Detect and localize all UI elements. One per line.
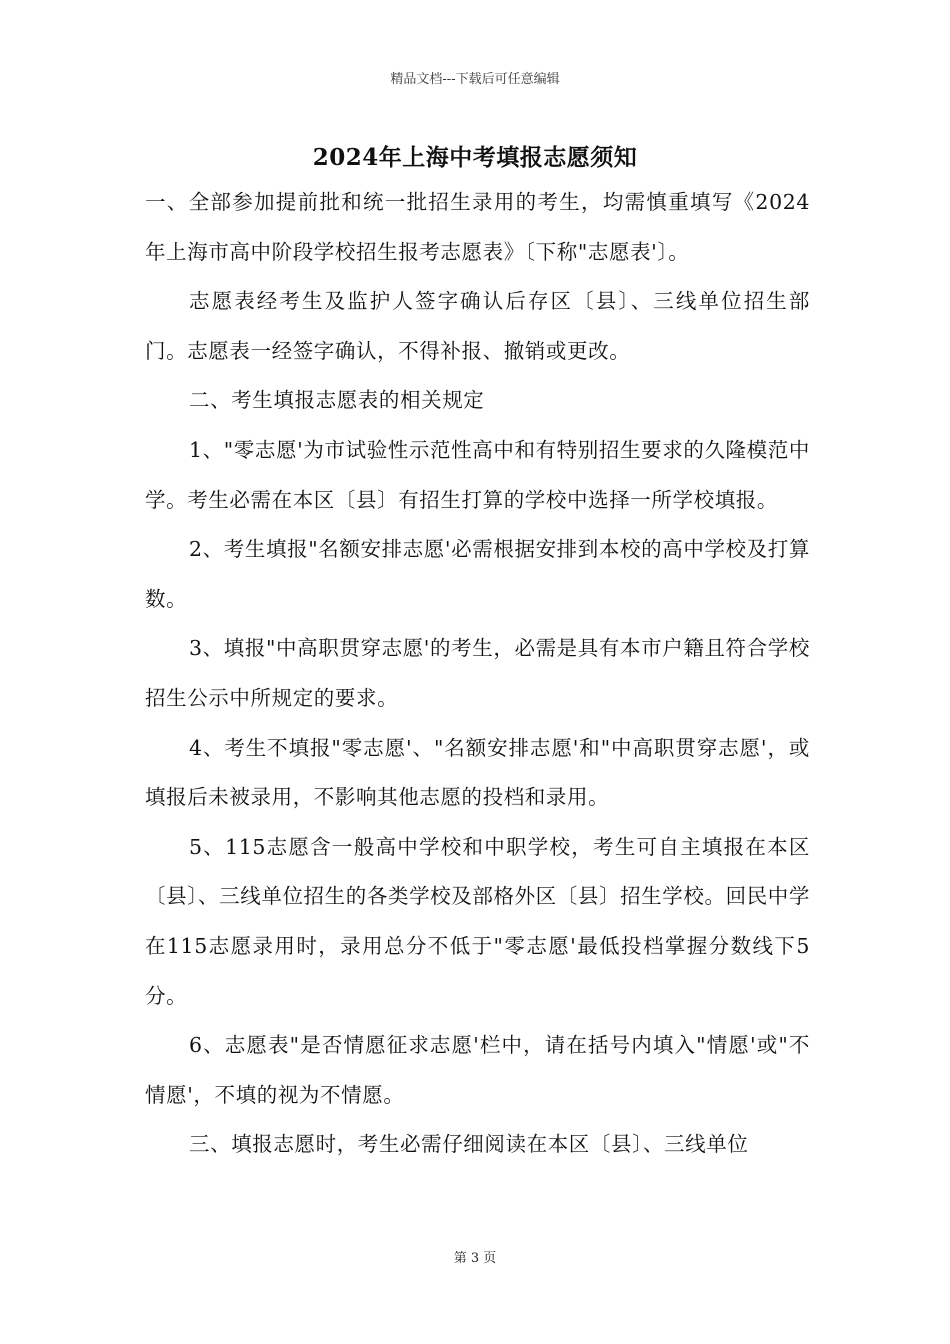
page-number: 第 3 页 — [453, 1251, 497, 1266]
document-body — [145, 178, 810, 1170]
paragraph: 3、填报"中高职贯穿志愿'的考生，必需是具有本市户籍且符合学校招生公示中所规定的要求。 — [145, 636, 810, 710]
document-title: 2024年上海中考填报志愿须知 — [312, 144, 638, 171]
paragraph: 5、115志愿含一般高中学校和中职学校，考生可自主填报在本区〔县〕、三线单位招生的各类学校及部格外区〔县〕招生学校。回民中学在115志愿录用时，录用总分不低于"零志愿'最低投档掌握分数线下5分。 — [145, 834, 810, 1008]
paragraph: 一、全部参加提前批和统一批招生录用的考生，均需慎重填写《2024年上海市高中阶段学校招生报考志愿表》〔下称"志愿表'〕。 — [145, 190, 810, 264]
header-note: 精品文档---下载后可任意编辑 — [390, 72, 560, 87]
paragraph: 4、考生不填报"零志愿'、"名额安排志愿'和"中高职贯穿志愿'，或填报后未被录用，不影响其他志愿的投档和录用。 — [145, 735, 810, 810]
paragraph: 6、志愿表"是否情愿征求志愿'栏中，请在括号内填入"情愿'或"不情愿'，不填的视为不情愿。 — [145, 1033, 810, 1107]
paragraph: 2、考生填报"名额安排志愿'必需根据安排到本校的高中学校及打算数。 — [145, 537, 810, 611]
section-heading: 二、考生填报志愿表的相关规定 — [189, 388, 485, 413]
section-heading: 三、填报志愿时，考生必需仔细阅读在本区〔县〕、三线单位 — [189, 1132, 749, 1157]
paragraph: 1、"零志愿'为市试验性示范性高中和有特别招生要求的久隆模范中学。考生必需在本区〔县〕有招生打算的学校中选择一所学校填报。 — [145, 437, 810, 512]
paragraph: 志愿表经考生及监护人签字确认后存区〔县〕、三线单位招生部门。志愿表一经签字确认，不得补报、撤销或更改。 — [145, 289, 810, 363]
